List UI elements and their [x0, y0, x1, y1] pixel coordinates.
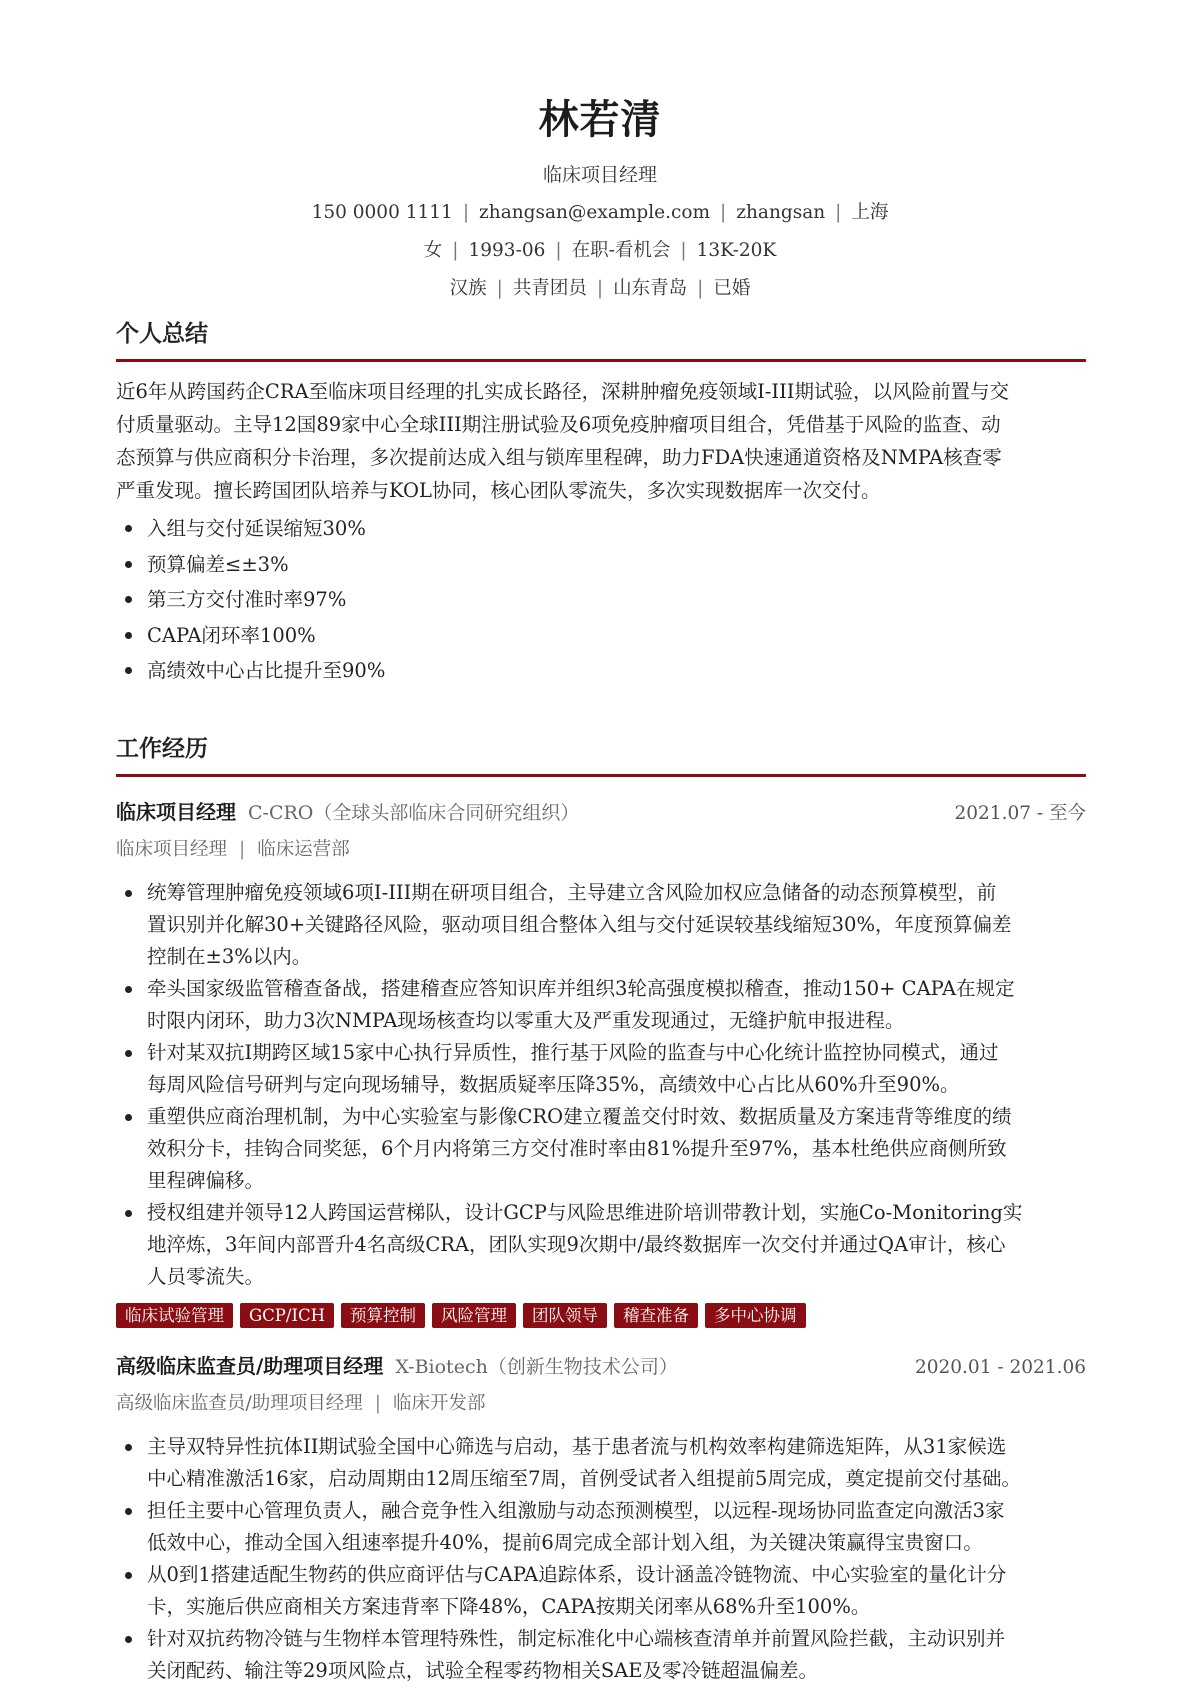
summary-section	[116, 318, 1086, 689]
bullet-line: 牵头国家级监管稽查备战，搭建稽查应答知识库并组织3轮高强度模拟稽查，推动150+ CAPA在规定	[147, 977, 1015, 1000]
highlight-item: 高绩效中心占比提升至90%	[116, 653, 1086, 689]
separator: |	[374, 1393, 381, 1414]
job-entry	[116, 1351, 1086, 1687]
highlight-item: CAPA闭环率100%	[116, 618, 1086, 654]
bullet-line: 里程碑偏移。	[147, 1169, 265, 1192]
job-subtitle	[116, 1389, 1086, 1419]
job-bullet	[116, 1623, 1086, 1687]
job-role: 临床项目经理	[116, 800, 236, 824]
separator: |	[555, 240, 562, 261]
job-header	[116, 1351, 1086, 1383]
skill-tag: 临床试验管理	[116, 1303, 233, 1328]
separator: |	[835, 202, 842, 223]
summary-line: 近6年从跨国药企CRA至临床项目经理的扎实成长路径，深耕肿瘤免疫领域I-III期试验，以风险前置与交	[116, 380, 1009, 403]
summary-heading: 个人总结	[116, 320, 208, 347]
bullet-line: 低效中心，推动全国入组速率提升40%，提前6周完成全部计划入组，为关键决策赢得宝贵窗口。	[147, 1531, 983, 1554]
hometown: 山东青岛	[613, 278, 688, 299]
candidate-name: 林若清	[538, 96, 662, 143]
bullet-line: 担任主要中心管理负责人，融合竞争性入组激励与动态预测模型，以远程-现场协同监查定向激活3家	[147, 1499, 1005, 1522]
job-department: 临床开发部	[392, 1393, 486, 1414]
separator: |	[462, 202, 470, 223]
bullet-line: 统筹管理肿瘤免疫领域6项I-III期在研项目组合，主导建立含风险加权应急储备的动态预算模型，前	[147, 881, 997, 904]
section-divider	[116, 359, 1086, 362]
bullet-line: 卡，实施后供应商相关方案违背率下降48%，CAPA按期关闭率从68%升至100%。	[147, 1595, 871, 1618]
summary-line: 付质量驱动。主导12国89家中心全球III期注册试验及6项免疫肿瘤项目组合，凭借基于风险的监查、动	[116, 413, 1001, 436]
bullet-line: 授权组建并领导12人跨国运营梯队，设计GCP与风险思维进阶培训带教计划，实施Co-Monitoring实	[147, 1201, 1023, 1224]
job-status: 在职-看机会	[571, 240, 671, 261]
highlight-item: 第三方交付准时率97%	[116, 582, 1086, 618]
separator: |	[596, 278, 604, 299]
skill-tag: 稽查准备	[614, 1303, 698, 1328]
bullet-line: 效积分卡，挂钩合同奖惩，6个月内将第三方交付准时率由81%提升至97%，基本杜绝供应商侧所致	[147, 1137, 1007, 1160]
job-department: 临床运营部	[257, 839, 350, 860]
job-bullet	[116, 1559, 1086, 1623]
job-bullets	[116, 877, 1086, 1293]
skill-tag: 预算控制	[341, 1303, 425, 1328]
contact-row-3	[0, 276, 1200, 302]
separator: |	[496, 278, 503, 299]
gender: 女	[423, 240, 443, 261]
marital-status: 已婚	[713, 278, 751, 299]
bullet-line: 重塑供应商治理机制，为中心实验室与影像CRO建立覆盖交付时效、数据质量及方案违背等维度的绩	[147, 1105, 1012, 1128]
job-bullets	[116, 1431, 1086, 1687]
bullet-line: 中心精准激活16家，启动周期由12周压缩至7周，首例受试者入组提前5周完成，奠定提前交付基础。	[147, 1467, 1021, 1490]
bullet-line: 时限内闭环，助力3次NMPA现场核查均以零重大及严重发现通过，无缝护航申报进程。	[147, 1009, 905, 1032]
job-bullet	[116, 1197, 1086, 1293]
bullet-line: 从0到1搭建适配生物药的供应商评估与CAPA追踪体系，设计涵盖冷链物流、中心实验室的量化计分	[147, 1563, 1007, 1586]
summary-text	[116, 375, 1086, 507]
contact-row-1	[0, 200, 1200, 226]
job-dates: 2020.01 - 2021.06	[914, 1357, 1086, 1378]
company-name: X-Biotech（创新生物技术公司）	[395, 1356, 678, 1378]
bullet-line: 地淬炼，3年间内部晋升4名高级CRA，团队实现9次期中/最终数据库一次交付并通过QA审计，核心	[147, 1233, 1006, 1256]
candidate-title: 临床项目经理	[542, 164, 657, 186]
experience-heading: 工作经历	[116, 735, 208, 762]
highlight-item: 入组与交付延误缩短30%	[116, 511, 1086, 547]
job-bullet	[116, 1101, 1086, 1197]
separator: |	[239, 839, 246, 860]
username: zhangsan	[736, 202, 826, 223]
resume-header	[0, 0, 1200, 302]
city: 上海	[851, 202, 889, 223]
job-bullet	[116, 1037, 1086, 1101]
separator: |	[697, 278, 704, 299]
expected-salary: 13K-20K	[696, 240, 777, 261]
job-position: 临床项目经理	[116, 839, 228, 860]
phone-number: 150 0000 1111	[311, 202, 453, 223]
bullet-line: 人员零流失。	[147, 1265, 265, 1288]
summary-line: 严重发现。擅长跨国团队培养与KOL协同，核心团队零流失，多次实现数据库一次交付。	[116, 479, 881, 502]
bullet-line: 关闭配药、输注等29项风险点，试验全程零药物相关SAE及零冷链超温偏差。	[147, 1659, 818, 1682]
bullet-line: 置识别并化解30+关键路径风险，驱动项目组合整体入组与交付延误较基线缩短30%，年度预算偏差	[147, 913, 1012, 936]
separator: |	[720, 202, 727, 223]
summary-highlights	[116, 511, 1086, 689]
contact-row-2	[0, 238, 1200, 264]
skill-tag: 多中心协调	[705, 1303, 806, 1328]
ethnicity: 汉族	[449, 278, 487, 299]
political-status: 共青团员	[512, 278, 587, 299]
job-bullet	[116, 1431, 1086, 1495]
bullet-line: 针对某双抗I期跨区域15家中心执行异质性，推行基于风险的监查与中心化统计监控协同模式，通过	[147, 1041, 999, 1064]
bullet-line: 控制在±3%以内。	[147, 945, 312, 968]
experience-section	[116, 733, 1086, 777]
skill-tag: 风险管理	[432, 1303, 516, 1328]
highlight-item: 预算偏差≤±3%	[116, 547, 1086, 583]
skill-tag: 团队领导	[523, 1303, 607, 1328]
bullet-line: 每周风险信号研判与定向现场辅导，数据质疑率压降35%，高绩效中心占比从60%升至90%。	[147, 1073, 960, 1096]
job-role: 高级临床监查员/助理项目经理	[116, 1354, 384, 1378]
separator: |	[452, 240, 459, 261]
skill-tags	[116, 1303, 1086, 1328]
job-position: 高级临床监查员/助理项目经理	[116, 1393, 363, 1414]
birth-date: 1993-06	[468, 240, 546, 261]
job-bullet	[116, 877, 1086, 973]
job-bullet	[116, 1495, 1086, 1559]
section-divider	[116, 774, 1086, 777]
bullet-line: 针对双抗药物冷链与生物样本管理特殊性，制定标准化中心端核查清单并前置风险拦截，主动识别并	[147, 1627, 1006, 1650]
separator: |	[680, 240, 687, 261]
job-entry	[116, 797, 1086, 1328]
job-dates: 2021.07 - 至今	[954, 803, 1086, 824]
job-header	[116, 797, 1086, 829]
summary-line: 态预算与供应商积分卡治理，多次提前达成入组与锁库里程碑，助力FDA快速通道资格及NMPA核查零	[116, 446, 1002, 469]
skill-tag: GCP/ICH	[240, 1303, 334, 1328]
job-bullet	[116, 973, 1086, 1037]
bullet-line: 主导双特异性抗体II期试验全国中心筛选与启动，基于患者流与机构效率构建筛选矩阵，从31家候选	[147, 1435, 1007, 1458]
email-address: zhangsan@example.com	[479, 202, 711, 223]
job-subtitle	[116, 835, 1086, 865]
company-name: C-CRO（全球头部临床合同研究组织）	[248, 802, 580, 824]
